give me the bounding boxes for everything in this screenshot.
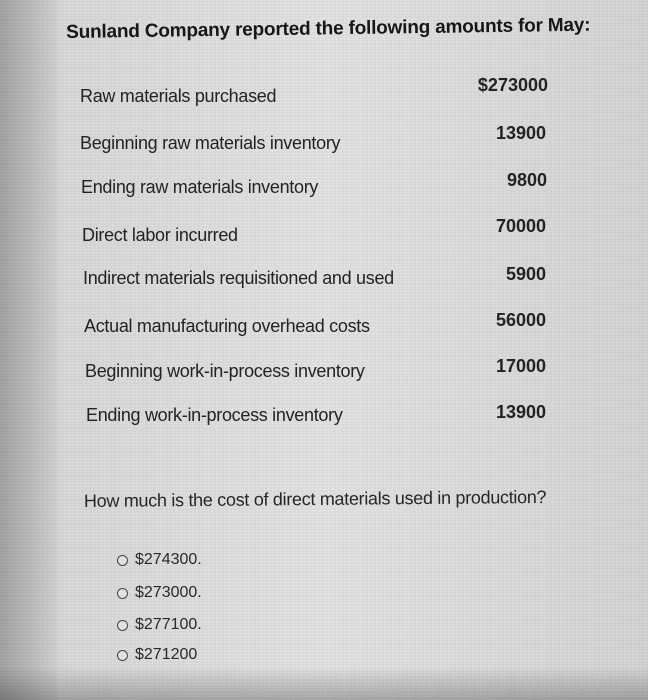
radio-button-icon[interactable] (117, 650, 128, 661)
amount-value-direct-labor-incurred: 70000 (495, 216, 546, 236)
answer-choice-label: $277100. (135, 616, 202, 633)
amount-label-ending-work-in-process-inventory: Ending work-in-process inventory (86, 405, 343, 425)
answer-choice-3[interactable] (117, 613, 202, 637)
amount-value-beginning-work-in-process-inventory: 17000 (495, 356, 546, 376)
answer-choice-4[interactable] (117, 643, 197, 667)
answer-choice-1[interactable] (117, 548, 202, 572)
question-prompt: How much is the cost of direct materials used in production? (83, 486, 547, 512)
amount-label-beginning-work-in-process-inventory: Beginning work-in-process inventory (85, 361, 365, 381)
amount-label-indirect-materials-requisitioned-and-used: Indirect materials requisitioned and used (83, 268, 394, 288)
radio-button-icon[interactable] (117, 555, 128, 566)
question-title: Sunland Company reported the following amounts for May: (66, 14, 591, 43)
radio-button-icon[interactable] (117, 620, 128, 631)
answer-choice-label: $274300. (135, 551, 202, 568)
screen-bottom-shadow (0, 666, 648, 700)
amount-label-beginning-raw-materials-inventory: Beginning raw materials inventory (80, 133, 341, 153)
amount-label-direct-labor-incurred: Direct labor incurred (82, 225, 238, 245)
radio-button-icon[interactable] (117, 588, 128, 599)
amount-value-raw-materials-purchased: $273000 (477, 75, 548, 95)
amount-label-raw-materials-purchased: Raw materials purchased (80, 86, 277, 106)
amount-label-actual-manufacturing-overhead-costs: Actual manufacturing overhead costs (84, 316, 370, 336)
screen-edge-shadow (0, 0, 58, 700)
amount-value-ending-raw-materials-inventory: 9800 (506, 170, 547, 190)
answer-choice-label: $273000. (135, 584, 202, 601)
answer-choice-2[interactable] (117, 581, 202, 605)
amount-value-actual-manufacturing-overhead-costs: 56000 (495, 310, 546, 330)
answer-choice-label: $271200 (135, 646, 198, 663)
amount-value-beginning-raw-materials-inventory: 13900 (495, 123, 546, 143)
amount-value-ending-work-in-process-inventory: 13900 (495, 402, 546, 422)
amount-label-ending-raw-materials-inventory: Ending raw materials inventory (81, 177, 319, 197)
amount-value-indirect-materials-requisitioned-and-used: 5900 (505, 264, 546, 284)
